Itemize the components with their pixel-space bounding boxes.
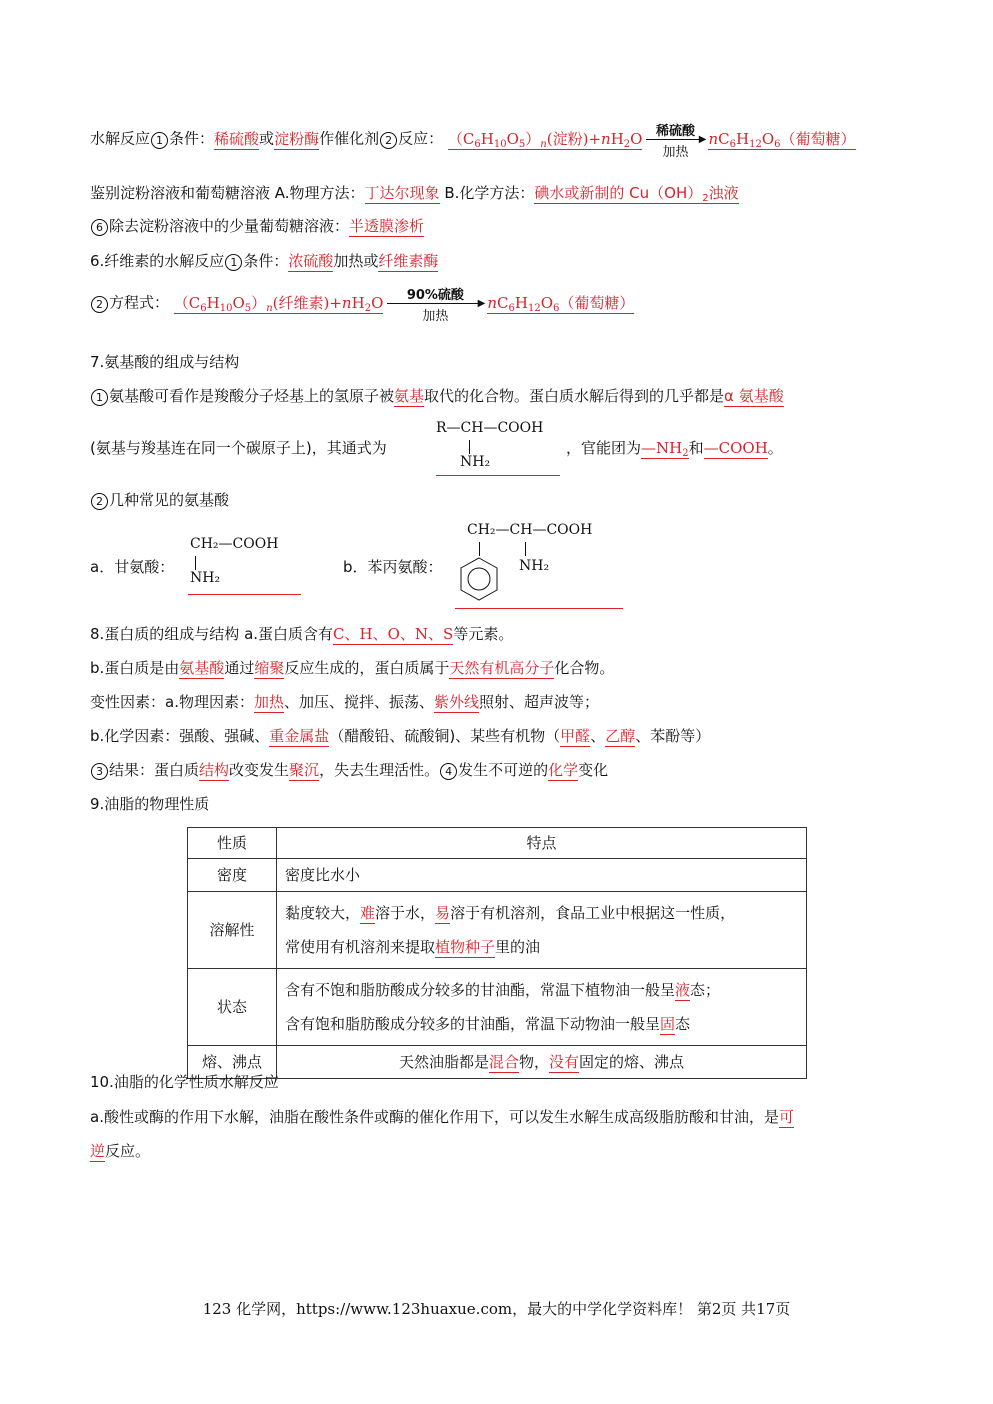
phenylalanine-formula: CH₂—CH—COOH NH₂ [455,520,623,609]
section-heading-fat-physical: 9.油脂的物理性质 [90,795,210,813]
line-hydrolysis-starch [90,121,856,160]
line-common-amino-acids [90,489,229,511]
circled-number: 1 [91,389,108,406]
text: 6.纤维素的水解反应 [90,252,225,270]
text: ，官能团为 [566,439,642,457]
circled-number: 4 [440,763,457,780]
table-header: 特点 [277,828,807,859]
answer: 纤维素酶 [378,252,439,270]
text: 化合物。 [554,659,615,677]
text: 方程式： [109,293,170,312]
answer: 碘水或新制的 $Cu(OH)_2$浊液 [534,184,739,204]
text: 作催化剂 [319,129,380,148]
text: (氨基与羧基连在同一个碳原子上)，其通式为 [90,439,387,457]
text: （醋酸铅、硫酸铜)、某些有机物（ [329,727,561,745]
line-physical-factors [90,691,599,713]
page-footer: 123 化学网，https://www.123huaxue.com，最大的中学化学资料库！ 第2页 共17页 [202,1300,791,1318]
glycine-formula: CH₂—COOH NH₂ [188,534,301,595]
circled-number: 6 [91,219,108,236]
circled-number: 3 [91,763,108,780]
text: 除去淀粉溶液中的少量葡萄糖溶液： [109,217,350,235]
answer: 聚沉 [289,761,320,779]
table-cell: 黏度较大，难溶于水，易溶于有机溶剂，食品工业中根据这一性质， 常使用有机溶剂来提取植物种子里的油 [277,892,807,969]
line-denaturation-result [90,759,608,781]
table-header-row [188,828,807,859]
text: 、加压、搅拌、振荡、 [283,693,434,711]
answer: 化学 [548,761,579,779]
answer: 氨基 [394,387,425,405]
text: 或 [259,129,275,148]
circled-number: 1 [151,132,168,149]
text: 加热或 [333,252,379,270]
text: 通过 [224,659,255,677]
answer: —COOH [703,439,768,457]
text: 和 [688,439,704,457]
line-phenylalanine-label: b．苯丙氨酸： [343,558,443,576]
circled-number: 2 [91,296,108,313]
answer: 重金属盐 [269,727,330,745]
circled-number: 2 [380,132,397,149]
line-general-formula [90,437,387,459]
text: a.酸性或酶的作用下水解，油脂在酸性条件或酶的催化作用下，可以发生水解生成高级脂肪酸和甘油，是 [90,1108,779,1126]
circled-number: 1 [225,254,242,271]
answer: 逆 [90,1142,106,1160]
text: 取代的化合物。蛋白质水解后得到的几乎都是 [424,387,725,405]
text: 鉴别淀粉溶液和葡萄糖溶液 A.物理方法： [90,184,365,202]
text: B.化学方法： [439,184,535,202]
line-protein-formation [90,657,614,679]
text: 反应： [398,129,444,148]
answer: 乙醇 [605,727,636,745]
table-row [188,969,807,1046]
line-amino-definition [90,385,784,407]
text: 照射、超声波等； [479,693,600,711]
text: 8.蛋白质的组成与结构 a.蛋白质含有 [90,625,334,643]
line-functional-groups [566,437,783,465]
text: 、苯酚等） [635,727,711,745]
table-row [188,859,807,892]
answer: 氨基酸 [179,659,225,677]
equation-lhs: $(C_6H_{10}O_5)_n$(纤维素)$+nH_2O$ [173,293,384,314]
answer: 浓硫酸 [288,252,334,270]
answer: α 氨基酸 [724,387,784,405]
answer: 可 [778,1108,794,1126]
table-cell: 密度比水小 [277,859,807,892]
section-heading-amino-acids: 7.氨基酸的组成与结构 [90,353,240,371]
text: 氨基酸可看作是羧酸分子烃基上的氢原子被 [109,387,395,405]
text: 、 [590,727,606,745]
answer: 缩聚 [254,659,285,677]
answer: 丁达尔现象 [364,184,440,202]
answer: 甲醛 [560,727,591,745]
text: 变性因素：a.物理因素： [90,693,254,711]
line-remove-glucose [90,215,424,237]
table-cell: 溶解性 [188,892,277,969]
line-glycine-label: a．甘氨酸： [90,558,175,576]
amino-acid-general-formula: R—CH—COOH NH₂ [436,418,560,476]
text: 发生不可逆的 [458,761,549,779]
answer: 结构 [199,761,230,779]
table-cell: 含有不饱和脂肪酸成分较多的甘油酯，常温下植物油一般呈液态； 含有饱和脂肪酸成分较多的甘油酯，常温下动物油一般呈固态 [277,969,807,1046]
text: 水解反应 [90,129,151,148]
text: 条件： [169,129,215,148]
reaction-arrow: 90%硫酸 ▶ 加热 [385,285,485,321]
answer: 紫外线 [434,693,480,711]
table-cell: 状态 [188,969,277,1046]
reaction-arrow: 稀硫酸 ▶ 加热 [644,121,706,157]
equation-rhs: $nC_6H_{12}O_6$（葡萄糖） [708,129,856,150]
line-chemical-factors [90,725,710,747]
answer: 天然有机高分子 [449,659,555,677]
text: 。 [767,439,783,457]
line-protein-elements [90,623,513,645]
table-cell: 密度 [188,859,277,892]
table-header: 性质 [188,828,277,859]
line-cellulose-equation [90,285,635,324]
benzene-ring-icon [459,556,499,602]
answer: 淀粉酶 [274,129,320,148]
text: ，失去生理活性。 [319,761,440,779]
text: b.蛋白质是由 [90,659,180,677]
text: 等元素。 [453,625,514,643]
line-identify [90,182,739,210]
text: 反应。 [105,1142,151,1160]
text: 几种常见的氨基酸 [109,491,230,509]
answer: 半透膜渗析 [349,217,425,235]
text: 条件： [243,252,289,270]
text: 改变发生 [229,761,290,779]
text: 变化 [578,761,609,779]
section-heading-fat-chemical: 10.油脂的化学性质水解反应 [90,1073,279,1091]
answer: 稀硫酸 [214,129,260,148]
text: b.化学因素：强酸、强碱、 [90,727,270,745]
table-cell: 天然油脂都是混合物，没有固定的熔、沸点 [277,1046,807,1079]
line-hydrolysis-acid-cont [90,1140,150,1162]
answer: 加热 [253,693,284,711]
table-cell: 熔、沸点 [188,1046,277,1079]
equation-rhs: $nC_6H_{12}O_6$（葡萄糖） [487,293,635,314]
text: 结果：蛋白质 [109,761,200,779]
equation-lhs: $(C_6H_{10}O_5)_n$(淀粉)$+nH_2O$ [447,129,643,150]
answer: $—NH_2$ [641,439,689,459]
line-hydrolysis-acid [90,1106,794,1128]
fat-properties-table [187,827,807,1079]
circled-number: 2 [91,493,108,510]
table-row [188,1046,807,1079]
table-row [188,892,807,969]
answer: C、H、O、N、S [333,625,454,643]
line-cellulose-conditions [90,250,438,272]
text: 反应生成的，蛋白质属于 [284,659,450,677]
